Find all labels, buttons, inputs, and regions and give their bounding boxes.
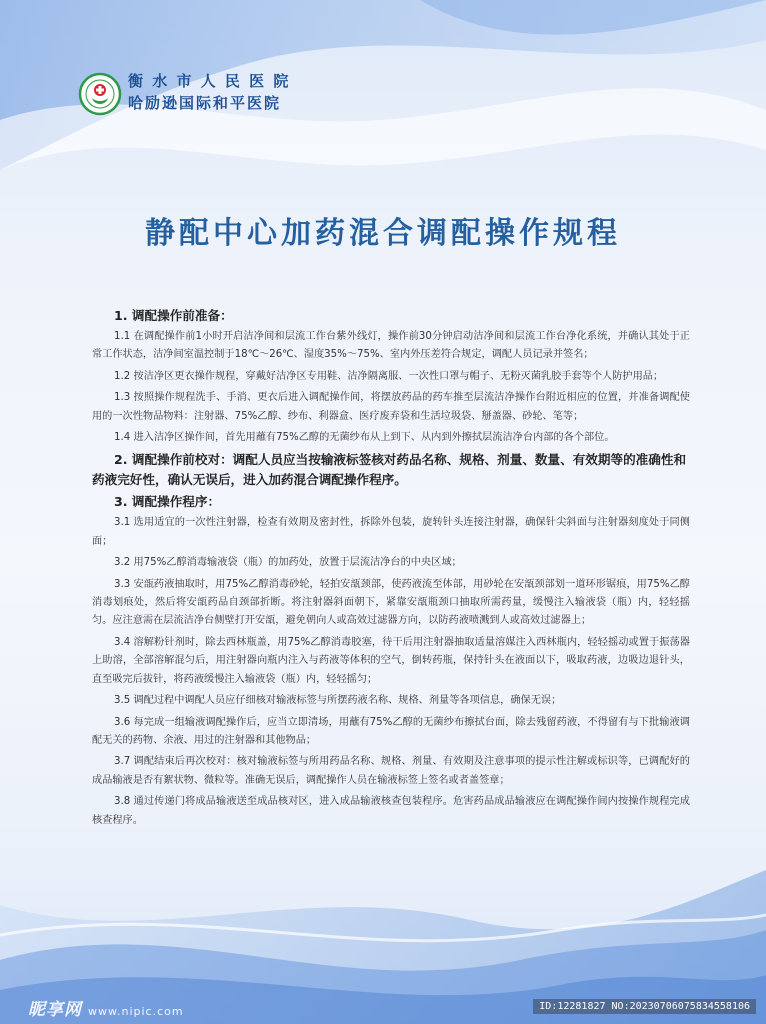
section-item: 3.8 通过传递门将成品输液送至成品核对区，进入成品输液核查包装程序。危害药品成品输液应在调配操作间内按操作规程完成核查程序。: [92, 796, 690, 826]
hospital-name: [128, 70, 290, 114]
section-item: 1.3 按照操作规程洗手、手消、更衣后进入调配操作间，将摆放药品的药车推至层流洁净操作台附近相应的位置，并准备调配使用的一次性物品物料：注射器、75%乙醇、纱布、利器盒、医疗废弃袋和生活垃圾袋、掰盖器、砂轮、笔等；: [92, 392, 690, 422]
section-item: 3.2 用75%乙醇消毒输液袋（瓶）的加药处，放置于层流洁净台的中央区域；: [114, 557, 462, 569]
section-item: 3.4 溶解粉针剂时，除去西林瓶盖，用75%乙醇消毒胶塞，待干后用注射器抽取适量溶媒注入西林瓶内，轻轻摇动或置于振荡器上助溶，全部溶解混匀后，用注射器向瓶内注入与药液等体积的空气，倒转药瓶，保持针头在液面以下，吸取药液，边吸边退针头，直至吸完后拔针，将药液缓慢注入输液袋（瓶）内，轻轻摇匀；: [92, 636, 690, 685]
section-item: 3.6 每完成一组输液调配操作后，应当立即清场，用蘸有75%乙醇的无菌纱布擦拭台面，除去残留药液，不得留有与下批输液调配无关的药物、余液、用过的注射器和其他物品；: [92, 716, 690, 746]
watermark-text: 昵享网: [28, 1000, 82, 1020]
section-item: 1.1 在调配操作前1小时开启洁净间和层流工作台紫外线灯，操作前30分钟启动洁净间和层流工作台净化系统，并确认其处于正常工作状态，洁净间室温控制于18℃～26℃、湿度35%～75%、室内外压差符合规定，调配人员记录并签名；: [92, 331, 690, 361]
hospital-name-line2: 哈励逊国际和平医院: [128, 94, 282, 112]
page-title: 静配中心加药混合调配操作规程: [145, 216, 621, 251]
watermark: [28, 995, 184, 1020]
section-item: 3.1 选用适宜的一次性注射器，检查有效期及密封性，拆除外包装，旋转针头连接注射器，确保针尖斜面与注射器刻度处于同侧面；: [92, 517, 690, 547]
watermark-url: www.nipic.com: [88, 1005, 184, 1018]
section-heading-2: 2. 调配操作前校对：调配人员应当按输液标签核对药品名称、规格、剂量、数量、有效期等的准确性和药液完好性，确认无误后，进入加药混合调配操作程序。: [92, 452, 687, 488]
image-id-bar: ID:12281827 NO:20230706075834558106: [533, 999, 756, 1014]
section-heading-1: 1. 调配操作前准备：: [114, 308, 233, 323]
section-heading-3: 3. 调配操作程序：: [114, 494, 221, 510]
hospital-emblem-icon: [78, 72, 122, 116]
section-item: 3.5 调配过程中调配人员应仔细核对输液标签与所摆药液名称、规格、剂量等各项信息，确保无误；: [114, 695, 562, 707]
section-item: 1.4 进入洁净区操作间，首先用蘸有75%乙醇的无菌纱布从上到下、从内到外擦拭层流洁净台内部的各个部位。: [114, 432, 615, 444]
section-item: 3.7 调配结束后再次校对：核对输液标签与所用药品名称、规格、剂量、有效期及注意事项的提示性注解或标识等，已调配好的成品输液是否有絮状物、微粒等。准确无误后，调配操作人员在输液标签上签名或者盖签章；: [92, 756, 690, 786]
hospital-name-line1: 衡 水 市 人 民 医 院: [128, 72, 291, 90]
section-item: 1.2 按洁净区更衣操作规程，穿戴好洁净区专用鞋、洁净隔离服、一次性口罩与帽子、无粉灭菌乳胶手套等个人防护用品；: [114, 370, 664, 382]
section-item: 3.3 安瓿药液抽取时，用75%乙醇消毒砂轮，轻拍安瓿颈部，使药液流至体部，用砂轮在安瓿颈部划一道环形锯痕，用75%乙醇消毒划痕处，然后将安瓿药品自颈部折断。将注射器斜面朝下，紧靠安瓿瓶颈口抽取所需药量，缓慢注入输液袋（瓶）内，轻轻摇匀。应注意需在层流洁净台侧壁打开安瓿，避免朝向人或高效过滤器方向，以防药液喷溅到人或高效过滤器上；: [92, 578, 690, 627]
procedure-content: [92, 306, 690, 833]
